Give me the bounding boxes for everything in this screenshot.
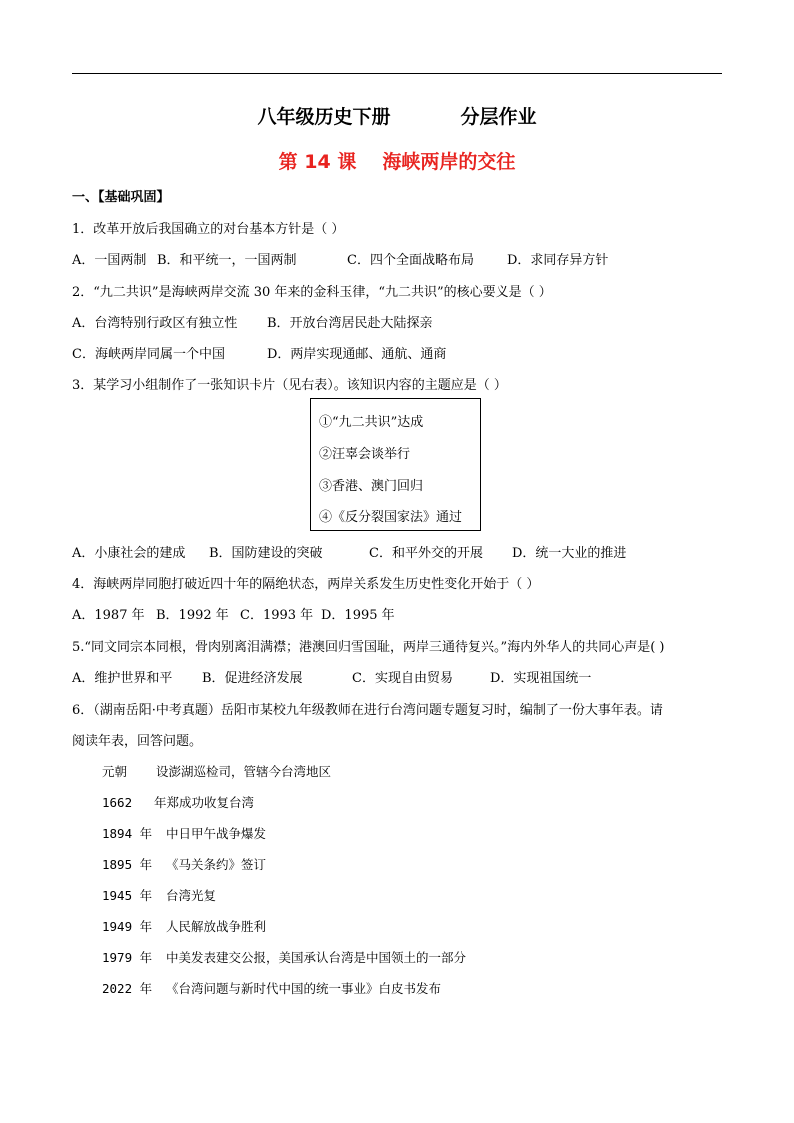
title-assignment: 分层作业 [460, 106, 537, 128]
question-4-stem: 4．海峡两岸同胞打破近四十年的隔绝状态，两岸关系发生历史性变化开始于（ ） [72, 577, 540, 592]
question-2-options-row2 [72, 343, 446, 362]
q3-option-b[interactable]: B．国防建设的突破 [209, 546, 323, 561]
timeline-event: 人民解放战争胜利 [166, 919, 267, 934]
timeline-row [102, 917, 266, 935]
q4-option-d[interactable]: D．1995 年 [321, 608, 395, 623]
timeline-row [102, 948, 466, 966]
q5-option-a[interactable]: A．维护世界和平 [72, 671, 173, 686]
timeline-year: 1945 年 [102, 888, 153, 903]
timeline-event: 《台湾问题与新时代中国的统一事业》白皮书发布 [166, 981, 442, 996]
timeline-year: 1949 年 [102, 919, 153, 934]
timeline-event: 台湾光复 [166, 888, 217, 903]
question-3-stem: 3．某学习小组制作了一张知识卡片（见右表）。该知识内容的主题应是（ ） [72, 378, 507, 393]
timeline-event: 设澎湖巡检司，管辖今台湾地区 [156, 764, 332, 779]
q3-option-c[interactable]: C．和平外交的开展 [369, 546, 483, 561]
q5-option-c[interactable]: C．实现自由贸易 [352, 671, 453, 686]
card-item-1: ①“九二共识”达成 [319, 415, 424, 430]
q3-option-d[interactable]: D．统一大业的推进 [512, 546, 627, 561]
lesson-number: 第 14 课 [278, 151, 357, 173]
q5-option-d[interactable]: D．实现祖国统一 [490, 671, 592, 686]
question-4-options [72, 604, 395, 623]
q4-option-b[interactable]: B．1992 年 [156, 608, 229, 623]
card-item-4: ④《反分裂国家法》通过 [319, 510, 463, 525]
timeline-event: 《马关条约》签订 [166, 857, 267, 872]
timeline-year: 1979 年 [102, 950, 153, 965]
q2-option-b[interactable]: B．开放台湾居民赴大陆探亲 [267, 316, 433, 331]
q1-option-c[interactable]: C．四个全面战略布局 [347, 253, 474, 268]
timeline-row [102, 886, 216, 904]
timeline-event: 中美发表建交公报，美国承认台湾是中国领土的一部分 [166, 950, 467, 965]
q2-option-a[interactable]: A．台湾特别行政区有独立性 [72, 316, 238, 331]
timeline-year: 元朝 [102, 764, 128, 779]
question-6-stem-line2: 阅读年表，回答问题。 [72, 734, 203, 749]
lesson-title [0, 147, 794, 174]
card-item-3: ③香港、澳门回归 [319, 479, 424, 494]
q3-option-a[interactable]: A．小康社会的建成 [72, 546, 186, 561]
timeline-row [102, 824, 266, 842]
timeline-year: 2022 年 [102, 981, 153, 996]
timeline-row [102, 762, 331, 780]
header-rule [72, 73, 722, 74]
title-grade: 八年级历史下册 [257, 106, 391, 128]
page-title [0, 102, 794, 129]
question-1-stem: 1．改革开放后我国确立的对台基本方针是（ ） [72, 222, 345, 237]
question-5-options [72, 667, 591, 686]
section-heading: 一、【基础巩固】 [72, 190, 170, 205]
lesson-name: 海峡两岸的交往 [382, 151, 516, 173]
timeline-year: 1662 [102, 795, 133, 810]
timeline-event: 年郑成功收复台湾 [154, 795, 255, 810]
q4-option-a[interactable]: A．1987 年 [72, 608, 145, 623]
card-item-2: ②汪辜会谈举行 [319, 447, 411, 462]
timeline-event: 中日甲午战争爆发 [166, 826, 267, 841]
timeline-row [102, 855, 266, 873]
question-2-stem: 2．“九二共识”是海峡两岸交流 30 年来的金科玉律，“九二共识”的核心要义是（ ） [72, 285, 552, 300]
timeline-row [102, 979, 441, 997]
question-5-stem: 5.“同文同宗本同根，骨肉别离泪满襟；港澳回归雪国耻，两岸三通待复兴。”海内外华人的共同心声是( ) [72, 640, 665, 655]
q1-option-b[interactable]: B．和平统一，一国两制 [157, 253, 297, 268]
question-6-stem-line1: 6．（湖南岳阳·中考真题）岳阳市某校九年级教师在进行台湾问题专题复习时，编制了一份大事年表。请 [72, 703, 663, 718]
q2-option-c[interactable]: C．海峡两岸同属一个中国 [72, 347, 225, 362]
q1-option-d[interactable]: D．求同存异方针 [507, 253, 609, 268]
q1-option-a[interactable]: A．一国两制 [72, 253, 147, 268]
timeline-row [102, 793, 254, 811]
question-1-options [72, 249, 608, 268]
q4-option-c[interactable]: C．1993 年 [240, 608, 314, 623]
q2-option-d[interactable]: D．两岸实现通邮、通航、通商 [267, 347, 447, 362]
knowledge-card [310, 398, 481, 531]
timeline-year: 1894 年 [102, 826, 153, 841]
question-3-options [72, 542, 626, 561]
q5-option-b[interactable]: B．促进经济发展 [202, 671, 303, 686]
timeline-year: 1895 年 [102, 857, 153, 872]
question-2-options-row1 [72, 312, 433, 331]
